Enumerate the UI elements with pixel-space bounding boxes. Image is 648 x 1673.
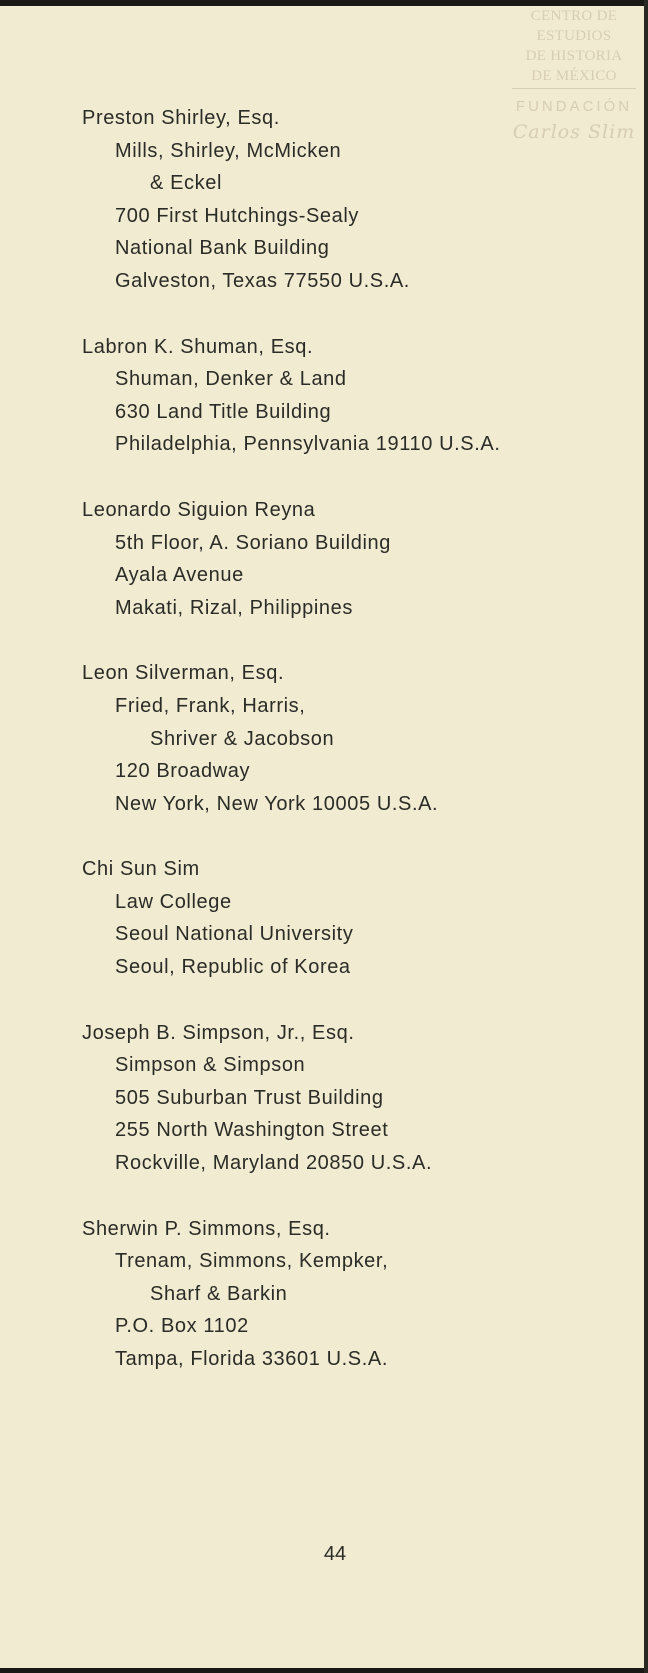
watermark-fundacion: FUNDACIÓN [515,98,633,115]
directory-entry [82,1017,501,1180]
entry-name: Joseph B. Simpson, Jr., Esq. [82,1021,355,1044]
directory-entry [82,102,501,298]
watermark-line: ESTUDIOS [536,28,612,44]
directory-entry [82,1213,501,1376]
page-number: 44 [323,1543,347,1565]
directory-entry [82,331,501,461]
entry-address-line: Tampa, Florida 33601 U.S.A. [115,1348,388,1370]
entry-address-line: Makati, Rizal, Philippines [115,596,353,619]
directory-entry [82,657,501,820]
archive-watermark [510,6,638,147]
directory-entries [82,102,501,1409]
entry-address-line: Seoul National University [115,923,354,946]
watermark-signature: Carlos Slim [512,121,636,143]
entry-name: Leonardo Siguion Reyna [82,498,316,521]
entry-name: Chi Sun Sim [82,858,200,881]
entry-address-line: New York, New York 10005 U.S.A. [115,792,439,815]
entry-address-line: Law College [115,890,232,913]
entry-address-line: Fried, Frank, Harris, [115,694,306,717]
entry-name: Preston Shirley, Esq. [82,107,280,129]
entry-address-line: & Eckel [150,172,223,195]
watermark-line: CENTRO DE [530,8,618,24]
watermark-line: DE HISTORIA [525,48,623,64]
entry-address-line: Ayala Avenue [115,564,244,587]
entry-address-line: Seoul, Republic of Korea [115,956,351,979]
entry-address-line: Trenam, Simmons, Kempker, [115,1250,389,1273]
entry-name: Sherwin P. Simmons, Esq. [82,1217,331,1240]
entry-address-line: Mills, Shirley, McMicken [115,139,342,162]
entry-address-line: Philadelphia, Pennsylvania 19110 U.S.A. [115,433,501,456]
entry-address-line: 630 Land Title Building [115,400,332,423]
entry-address-line: Shriver & Jacobson [150,727,335,750]
entry-address-line: 700 First Hutchings-Sealy [115,204,359,227]
entry-address-line: 505 Suburban Trust Building [115,1086,384,1109]
directory-entry [82,853,501,983]
entry-name: Labron K. Shuman, Esq. [82,335,314,358]
directory-entry [82,494,501,624]
entry-address-line: P.O. Box 1102 [115,1315,249,1338]
scan-right-border [644,0,648,1673]
entry-name: Leon Silverman, Esq. [82,662,285,685]
entry-address-line: 5th Floor, A. Soriano Building [115,531,391,554]
entry-address-line: Simpson & Simpson [115,1054,306,1077]
watermark-divider [512,88,636,89]
entry-address-line: 120 Broadway [115,760,251,783]
document-page [0,6,644,1668]
entry-address-line: Sharf & Barkin [150,1282,288,1305]
entry-address-line: Galveston, Texas 77550 U.S.A. [115,269,410,292]
entry-address-line: Shuman, Denker & Land [115,368,347,391]
entry-address-line: National Bank Building [115,237,330,260]
entry-address-line: Rockville, Maryland 20850 U.S.A. [115,1152,433,1175]
entry-address-line: 255 North Washington Street [115,1119,389,1142]
watermark-line: DE MÉXICO [531,68,617,84]
